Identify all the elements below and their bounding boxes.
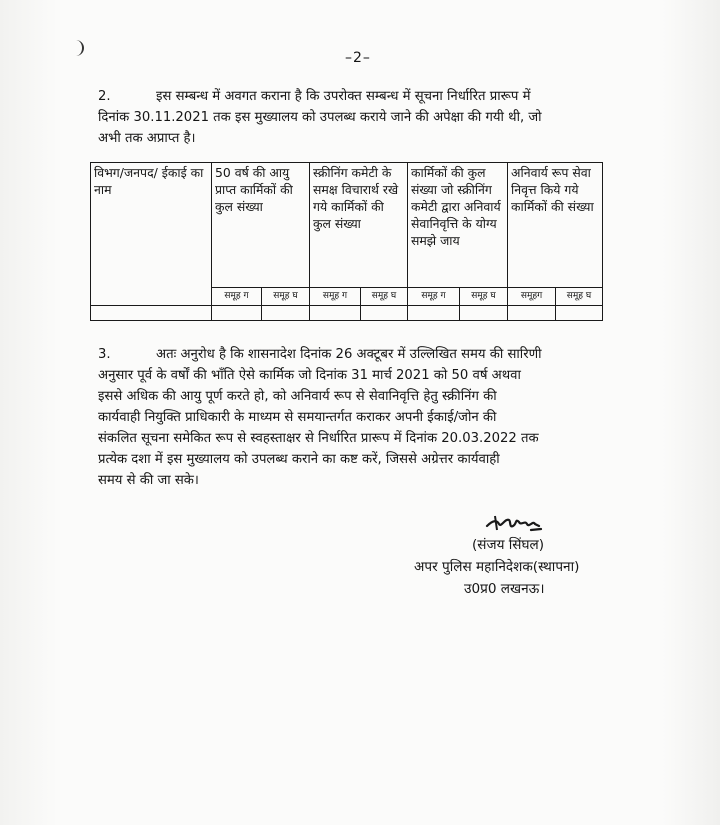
- table-cell: [361, 306, 408, 321]
- para3-line-1: [98, 344, 638, 365]
- group-label: समूह घ: [361, 288, 408, 306]
- para3-text-1: अतः अनुरोध है कि शासनादेश दिनांक 26 अक्टूबर में उल्लिखित समय की सारिणी: [156, 347, 542, 362]
- para3-line-3: इससे अधिक की आयु पूर्ण करते हो, को अनिवार्य रूप से सेवानिवृत्ति हेतु स्क्रीनिंग की: [98, 389, 497, 404]
- paragraph-3: [98, 344, 638, 491]
- data-table: [90, 162, 603, 321]
- group-label: समूह घ: [460, 288, 508, 306]
- table-cell: [91, 306, 212, 321]
- table-cell: [310, 306, 361, 321]
- para2-text-1: इस सम्बन्ध में अवगत कराना है कि उपरोक्त सम्बन्ध में सूचना निर्धारित प्रारूप में: [156, 89, 531, 104]
- paragraph-2: [98, 86, 638, 149]
- table-cell: [556, 306, 603, 321]
- para3-number: 3.: [98, 347, 111, 362]
- header-screening-considered: स्क्रीनिंग कमेटी के समक्ष विचारार्थ रखे गये कार्मिकों की कुल संख्या: [310, 163, 408, 288]
- para3-line-2: अनुसार पूर्व के वर्षों की भाँति ऐसे कार्मिक जो दिनांक 31 मार्च 2021 को 50 वर्ष अथवा: [98, 368, 521, 383]
- header-age-50: 50 वर्ष की आयु प्राप्त कार्मिकों की कुल संख्या: [212, 163, 310, 288]
- group-label: समूह घ: [262, 288, 310, 306]
- header-screening-eligible: कार्मिकों की कुल संख्या जो स्क्रीनिंग कमेटी द्वारा अनिवार्य सेवानिवृत्ति के योग्य समझे जाय: [408, 163, 508, 288]
- signatory-designation: अपर पुलिस महानिदेशक(स्थापना): [414, 559, 580, 575]
- para3-line-6: प्रत्येक दशा में इस मुख्यालय को उपलब्ध कराने का कष्ट करें, जिससे अग्रेत्तर कार्यवाही: [98, 452, 500, 467]
- signatory-name: (संजय सिंघल): [472, 537, 545, 553]
- para2-line-1: [98, 86, 638, 107]
- signatory-location: उ0प्र0 लखनऊ।: [464, 581, 545, 597]
- para2-number: 2.: [98, 89, 111, 104]
- group-label: समूह ग: [408, 288, 460, 306]
- header-retired-count: अनिवार्य रूप सेवा निवृत्त किये गये कार्मिकों की संख्या: [508, 163, 603, 288]
- group-label: समूह घ: [556, 288, 603, 306]
- table-cell: [212, 306, 262, 321]
- para3-line-5: संकलित सूचना समेकित रूप से स्वहस्ताक्षर से निर्धारित प्रारूप में दिनांक 20.03.2022 तक: [98, 431, 539, 446]
- table-cell: [460, 306, 508, 321]
- punch-mark: [68, 40, 84, 56]
- para2-line-3: अभी तक अप्राप्त है।: [98, 131, 196, 146]
- group-label: समूह ग: [310, 288, 361, 306]
- table-row: [91, 306, 603, 321]
- header-unit-name: विभग/जनपद/ ईकाई का नाम: [91, 163, 212, 306]
- para2-line-2: दिनांक 30.11.2021 तक इस मुख्यालय को उपलब्ध कराये जाने की अपेक्षा की गयी थी, जो: [98, 110, 542, 125]
- para3-line-7: समय से की जा सके।: [98, 473, 199, 488]
- table-cell: [408, 306, 460, 321]
- para3-line-4: कार्यवाही नियुक्ति प्राधिकारी के माध्यम से समयान्तर्गत कराकर अपनी ईकाई/जोन की: [98, 410, 497, 425]
- group-label: समूहग: [508, 288, 556, 306]
- handwritten-signature: [483, 512, 545, 536]
- table-cell: [508, 306, 556, 321]
- group-label: समूह ग: [212, 288, 262, 306]
- page-number: –2–: [345, 50, 371, 66]
- table-cell: [262, 306, 310, 321]
